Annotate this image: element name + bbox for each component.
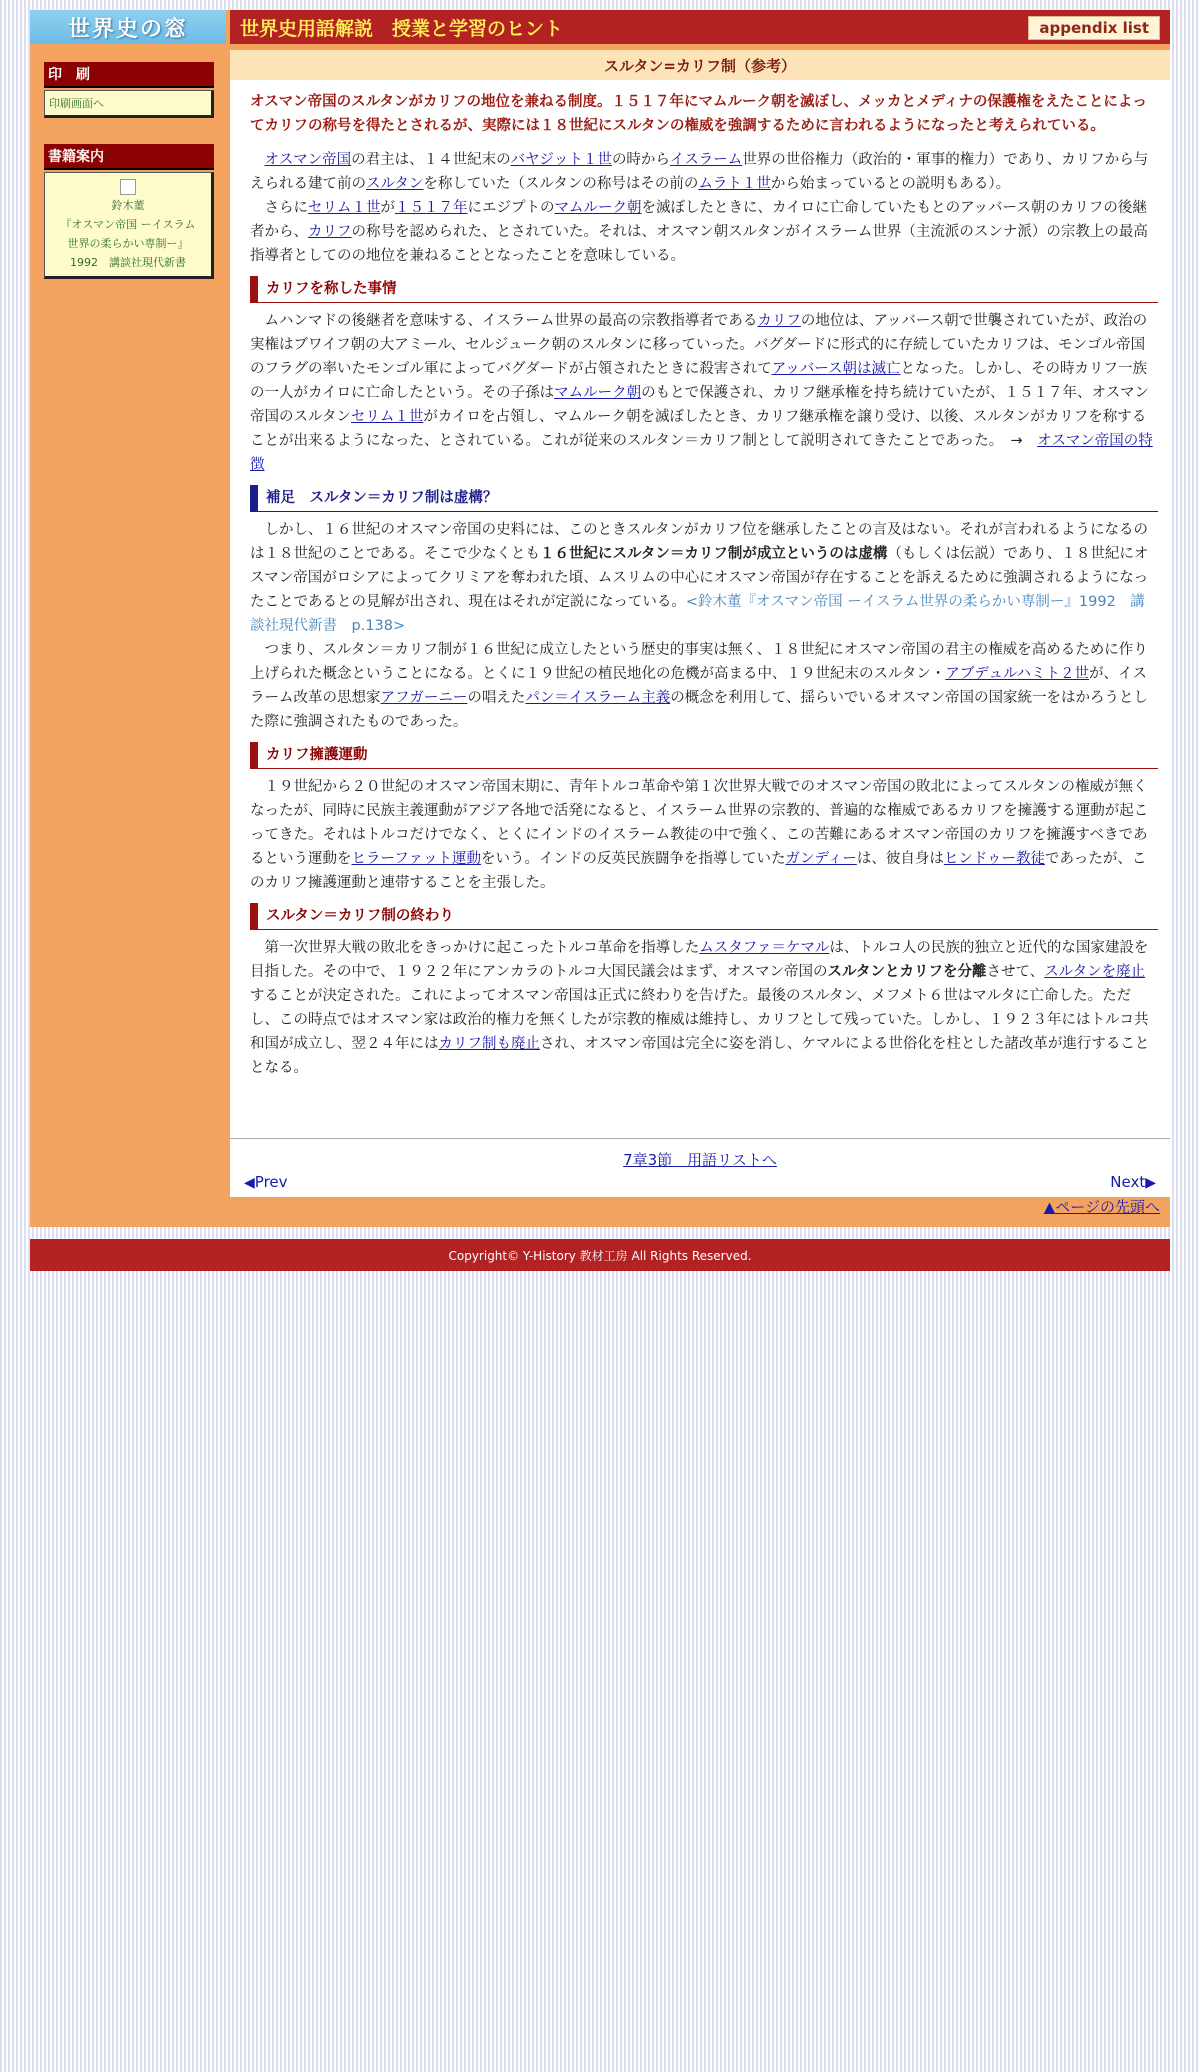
main-content	[230, 50, 1170, 1197]
text: から始まっているとの説明もある）。	[770, 176, 1011, 192]
text: の唱えた	[467, 690, 526, 706]
text: となった。しかし、その時カリフ一族の一人がカイロに亡命したという。その子孫は	[250, 361, 1147, 401]
page-wrapper	[30, 10, 1170, 1227]
section-heading-khilafat: カリフ擁護運動	[250, 742, 1158, 769]
text: が、イスラーム改革の思想家	[250, 666, 1147, 706]
book-publisher: 1992 講談社現代新書	[70, 256, 186, 269]
text: が	[380, 200, 395, 216]
next-label: Next	[1110, 1173, 1146, 1191]
sidebar	[44, 62, 214, 279]
print-box	[44, 90, 214, 118]
book-image-icon[interactable]	[120, 179, 136, 195]
term-list-link[interactable]: 7章3節 用語リストへ	[623, 1151, 777, 1169]
text: がカイロを占領し、マムルーク朝を滅ぼしたとき、カリフ継承権を譲り受け、以後、スルタンがカリフを称することが出来るようになった、とされている。これが従来のスルタン＝カリフ制として説明されてきたことであった。 →	[250, 409, 1147, 449]
prev-link[interactable]	[244, 1173, 288, 1191]
text: は、彼自身は	[856, 851, 944, 867]
text: され、オスマン帝国は完全に姿を消し、ケマルによる世俗化を柱とした諸改革が進行することとなる。	[250, 1036, 1150, 1076]
link-mamluk[interactable]: マムルーク朝	[554, 200, 642, 216]
link-sultanate-abolished[interactable]: スルタンを廃止	[1044, 964, 1146, 980]
bold-text: スルタンとカリフを分離	[827, 964, 987, 980]
link-1517[interactable]: １５１７年	[395, 200, 468, 216]
link-pan-islamism[interactable]: パン＝イスラーム主義	[525, 690, 671, 706]
text: １９世紀から２０世紀のオスマン帝国末期に、青年トルコ革命や第１次世界大戦でのオスマン帝国の敗北によってスルタンの権威が無くなったが、同時に民族主義運動がアジア各地で活発になると、イスラーム世界の宗教的、普遍的な権威であるカリフを擁護する運動が起こってきた。それはトルコだけでなく、とくにインドのイスラーム教徒の中で強く、この苦難にあるオスマン帝国のカリフを擁護すべきであるという運動を	[250, 779, 1149, 867]
citation: <鈴木董『オスマン帝国 ーイスラム世界の柔らかい専制ー』1992 講談社現代新書 p.138>	[250, 594, 1145, 634]
text: のもとで保護され、カリフ継承権を持ち続けていたが、１５１７年、オスマン帝国のスルタン	[250, 385, 1150, 425]
next-link[interactable]	[1110, 1173, 1156, 1191]
text: しかし、１６世紀のオスマン帝国の史料には、このときスルタンがカリフ位を継承したことの言及はない。それが言われるようになるのは１８世紀のことである。そこで少なくとも	[250, 522, 1148, 562]
books-heading: 書籍案内	[44, 144, 214, 170]
text: 世界の世俗権力（政治的・軍事的権力）であり、カリフから与えられる建て前の	[250, 152, 1149, 192]
link-ottoman-empire[interactable]: オスマン帝国	[264, 152, 352, 168]
link-ottoman-features[interactable]: オスマン帝国の特徴	[250, 433, 1153, 473]
text: をいう。インドの反英民族闘争を指導していた	[480, 851, 786, 867]
text: ムハンマドの後継者を意味する、イスラーム世界の最高の宗教指導者である	[264, 313, 758, 329]
copyright-footer: Copyright© Y-History 教材工房 All Rights Reserved.	[30, 1239, 1170, 1271]
link-mamluk-2[interactable]: マムルーク朝	[554, 385, 642, 401]
link-sultan[interactable]: スルタン	[366, 176, 424, 192]
section-1-paragraph	[250, 309, 1158, 477]
site-title: 世界史用語解説 授業と学習のヒント	[240, 17, 564, 40]
book-title-2: 世界の柔らかい専制ー』	[67, 237, 189, 250]
print-heading: 印 刷	[44, 62, 214, 88]
link-khilafat-movement[interactable]: ヒラーファット運動	[351, 851, 481, 867]
site-header	[230, 10, 1170, 44]
text: つまり、スルタン＝カリフ制が１６世紀に成立したという歴史的事実は無く、１８世紀にオスマン帝国の君主の権威を高めるために作り上げられた概念ということになる。とくに１９世紀の植民地化の危機が高まる中、１９世紀末のスルタン・	[250, 642, 1148, 682]
section-heading-end: スルタン＝カリフ制の終わり	[250, 903, 1158, 930]
text: （もしくは伝説）であり、１８世紀にオスマン帝国がロシアによってクリミアを奪われた頃、ムスリムの中心にオスマン帝国が存在することを訴えるために強調されるようになったことであるとの見解が出され、現在はそれが定説になっている。	[250, 546, 1149, 610]
page-top-link[interactable]: ▲ページの先頭へ	[1043, 1198, 1160, 1216]
text: 第一次世界大戦の敗北をきっかけに起こったトルコ革命を指導した	[264, 940, 700, 956]
print-link[interactable]: 印刷画面へ	[49, 97, 104, 110]
link-caliph[interactable]: カリフ	[308, 224, 352, 240]
section-heading-fiction: 補足 スルタン＝カリフ制は虚構？	[250, 485, 1158, 512]
link-selim-1[interactable]: セリム１世	[308, 200, 381, 216]
link-abbasid-fall[interactable]: アッバース朝は滅亡	[771, 361, 901, 377]
book-author: 鈴木董	[111, 199, 145, 212]
book-card[interactable]	[44, 172, 214, 279]
section-2-paragraph-1	[250, 518, 1158, 638]
text: することが決定された。これによってオスマン帝国は正式に終わりを告げた。最後のスルタン、メフメト６世はマルタに亡命した。ただし、この時点ではオスマン家は政治的権力を無くしたが宗教的権威は維持し、カリフとして残っていた。しかし、１９２３年にはトルコ共和国が成立し、翌２４年には	[250, 988, 1149, 1052]
triangle-right-icon: ▶	[1145, 1175, 1156, 1191]
prev-label: Prev	[254, 1173, 288, 1191]
site-logo[interactable]: 世界史の窓	[30, 10, 226, 44]
bold-text: １６世紀にスルタン＝カリフ制が成立というのは虚構	[540, 546, 888, 562]
text: であったが、このカリフ擁護運動と連帯することを主張した。	[250, 851, 1147, 891]
lead-summary: オスマン帝国のスルタンがカリフの地位を兼ねる制度。１５１７年にマムルーク朝を滅ぼし、メッカとメディナの保護権をえたことによってカリフの称号を得たとされるが、実際には１８世紀にスルタンの権威を強調するために言われるようになったと考えられている。	[250, 94, 1147, 134]
link-bayezid-1[interactable]: バヤジット１世	[510, 152, 612, 168]
link-afghani[interactable]: アフガーニー	[380, 690, 468, 706]
appendix-list-button[interactable]: appendix list	[1028, 16, 1160, 40]
section-3-paragraph	[250, 775, 1158, 895]
link-abdulhamid-2[interactable]: アブデュルハミト２世	[945, 666, 1089, 682]
section-heading-caliph-claim: カリフを称した事情	[250, 276, 1158, 303]
book-title-1: 『オスマン帝国 ーイスラム	[60, 218, 196, 231]
text: さらに	[264, 200, 308, 216]
text: の時から	[611, 152, 670, 168]
link-selim-1-2[interactable]: セリム１世	[350, 409, 424, 425]
text: の称号を認められた、とされていた。それは、オスマン朝スルタンがイスラーム世界（主流派のスンナ派）の宗教上の最高指導者としてのの地位を兼ねることとなったことを意味している。	[250, 224, 1148, 264]
page-subtitle: スルタン=カリフ制（参考）	[230, 50, 1170, 80]
article-body	[230, 80, 1170, 1080]
intro-paragraph-1	[250, 148, 1158, 196]
link-caliphate-abolished[interactable]: カリフ制も廃止	[438, 1036, 540, 1052]
text: の君主は、１４世紀末の	[351, 152, 511, 168]
link-gandhi[interactable]: ガンディー	[785, 851, 857, 867]
text: を称していた（スルタンの称号はその前の	[423, 176, 699, 192]
link-hindu[interactable]: ヒンドゥー教徒	[943, 851, 1045, 867]
triangle-left-icon: ◀	[244, 1175, 255, 1191]
section-4-paragraph	[250, 936, 1158, 1080]
text: の地位は、アッバース朝で世襲されていたが、政治の実権はブワイフ朝の大アミール、セルジューク朝のスルタンに移っていった。バグダードに形式的に存続していたカリフは、モンゴル帝国のフラグの率いたモンゴル軍によってバグダードが占領されたときに殺害されて	[250, 313, 1148, 377]
text: にエジプトの	[467, 200, 555, 216]
text: を滅ぼしたときに、カイロに亡命していたもとのアッバース朝のカリフの後継者から、	[250, 200, 1147, 240]
text: の概念を利用して、揺らいでいるオスマン帝国の国家統一をはかろうとした際に強調されたものであった。	[250, 690, 1148, 730]
text: は、トルコ人の民族的独立と近代的な国家建設を目指した。その中で、１９２２年にアンカラのトルコ大国民議会はまず、オスマン帝国の	[250, 940, 1149, 980]
intro-paragraph-2	[250, 196, 1158, 268]
link-murad-1[interactable]: ムラト１世	[698, 176, 771, 192]
link-mustafa-kemal[interactable]: ムスタファ＝ケマル	[699, 940, 830, 956]
section-2-paragraph-2	[250, 638, 1158, 734]
bottom-nav	[230, 1138, 1170, 1198]
link-caliph-2[interactable]: カリフ	[757, 313, 801, 329]
text: させて、	[986, 964, 1045, 980]
link-islam[interactable]: イスラーム	[669, 152, 743, 168]
